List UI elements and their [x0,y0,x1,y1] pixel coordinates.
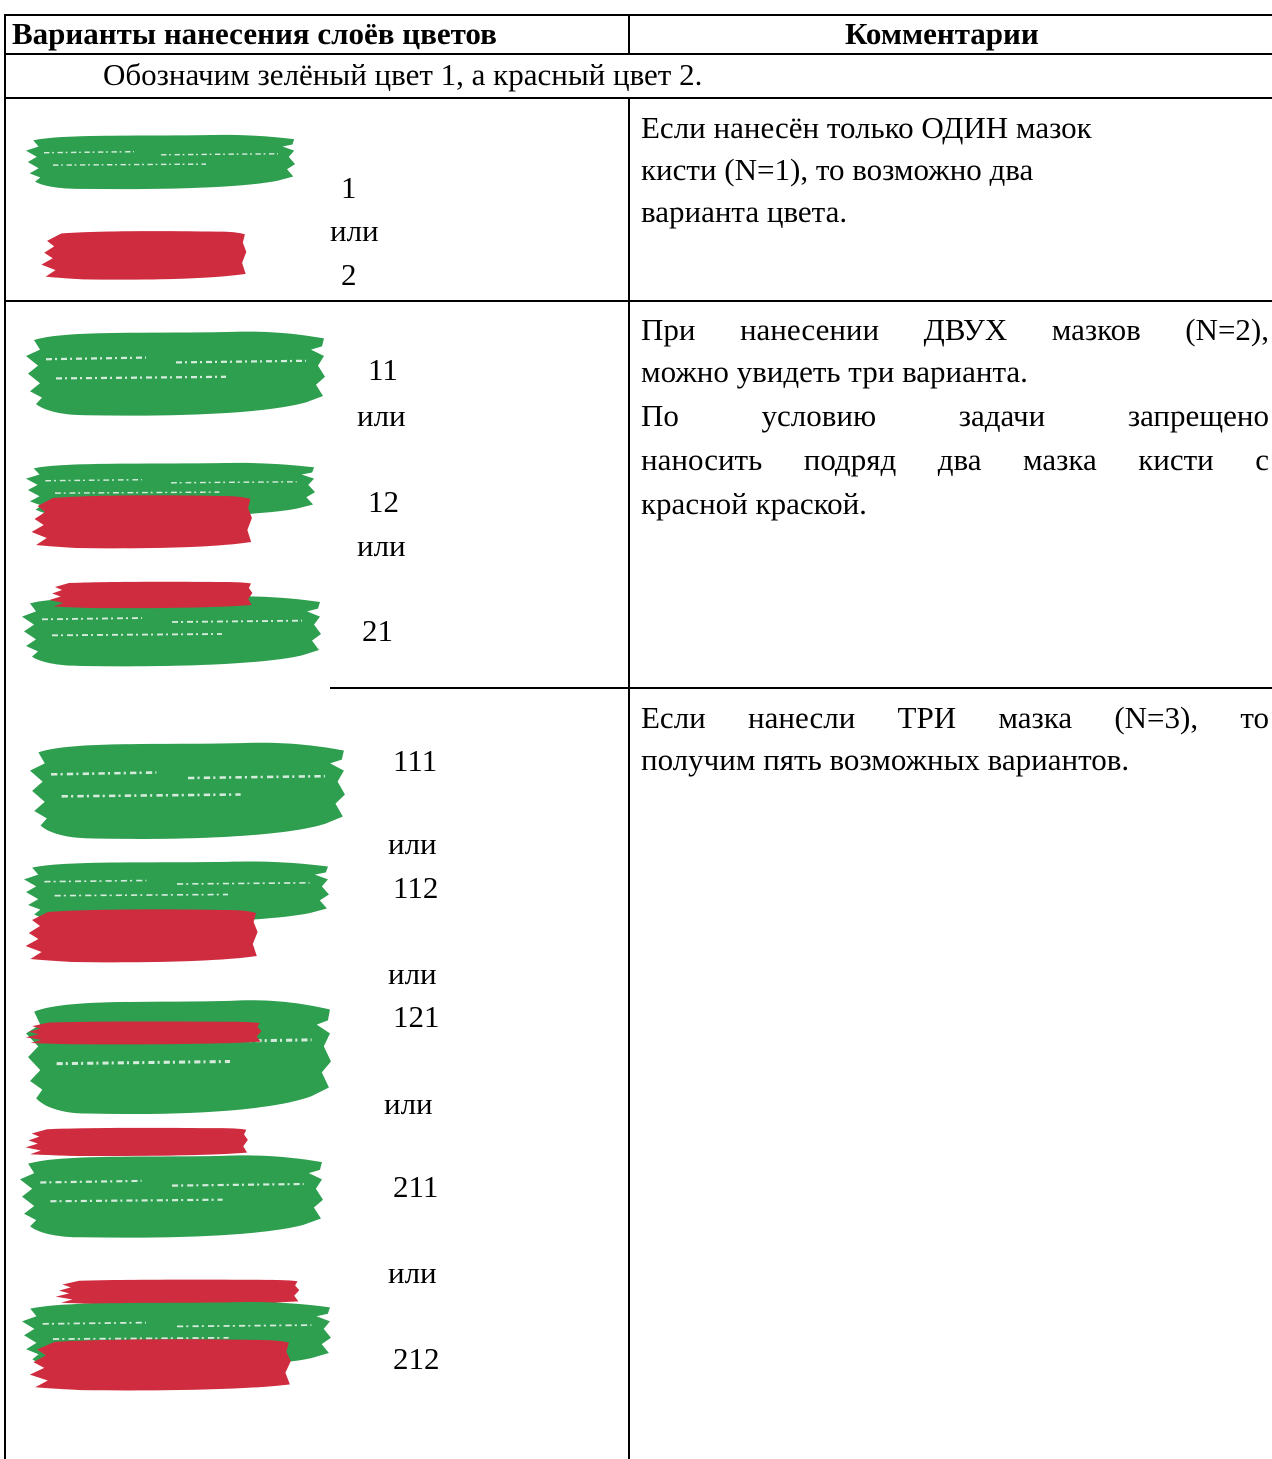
table-left-border-lower [4,687,6,1459]
variant-label: 2 [341,257,357,292]
variant-label: 1 [341,170,357,205]
header-variants: Варианты нанесения слоёв цветов [12,16,497,51]
variant-label: 12 [368,484,399,519]
comment-line: получим пять возможных вариантов. [641,742,1130,777]
green-brush-stroke [26,324,326,420]
or-label: или [388,1255,437,1290]
variant-label: 112 [393,870,439,905]
comment-line: кисти (N=1), то возможно два [641,152,1034,187]
red-brush-stroke [40,228,252,283]
green-brush-stroke [26,990,332,1120]
header-comments: Комментарии [845,16,1039,51]
red-brush-stroke [28,1336,298,1394]
or-label: или [388,956,437,991]
variant-label: 212 [393,1341,440,1376]
or-label: или [388,826,437,861]
column-divider [628,14,630,54]
red-brush-stroke [48,580,258,610]
green-brush-stroke [20,1148,324,1242]
or-label: или [357,398,406,433]
legend-text: Обозначим зелёный цвет 1, а красный цвет 2. [103,57,703,92]
variant-label: 21 [362,613,393,648]
variant-label: 111 [393,743,438,778]
variant-label: 11 [368,352,398,387]
comment-line: При нанесении ДВУХ мазков (N=2), [641,312,1269,347]
comment-line: варианта цвета. [641,194,848,229]
row2-bottom-border [330,687,1272,689]
or-label: или [357,528,406,563]
comment-line: красной краской. [641,486,867,521]
comment-line: можно увидеть три варианта. [641,354,1028,389]
row1-bottom-border [4,300,1272,302]
legend-bottom-border [4,97,1272,99]
red-brush-stroke [24,906,264,966]
comment-line: Если нанесён только ОДИН мазок [641,110,1092,145]
red-brush-stroke [30,492,258,552]
variant-label: 211 [393,1169,439,1204]
green-brush-stroke [30,734,346,844]
comment-line: наносить подряд два мазка кисти с [641,442,1269,477]
column-divider-rows [628,97,630,1459]
or-label: или [330,213,379,248]
red-brush-stroke [24,1020,268,1046]
comment-line: Если нанесли ТРИ мазка (N=3), то [641,700,1269,735]
green-brush-stroke [26,130,296,192]
table-left-border [4,14,6,687]
variant-label: 121 [393,999,440,1034]
or-label: или [384,1086,433,1121]
comment-line: По условию задачи запрещено [641,398,1269,433]
